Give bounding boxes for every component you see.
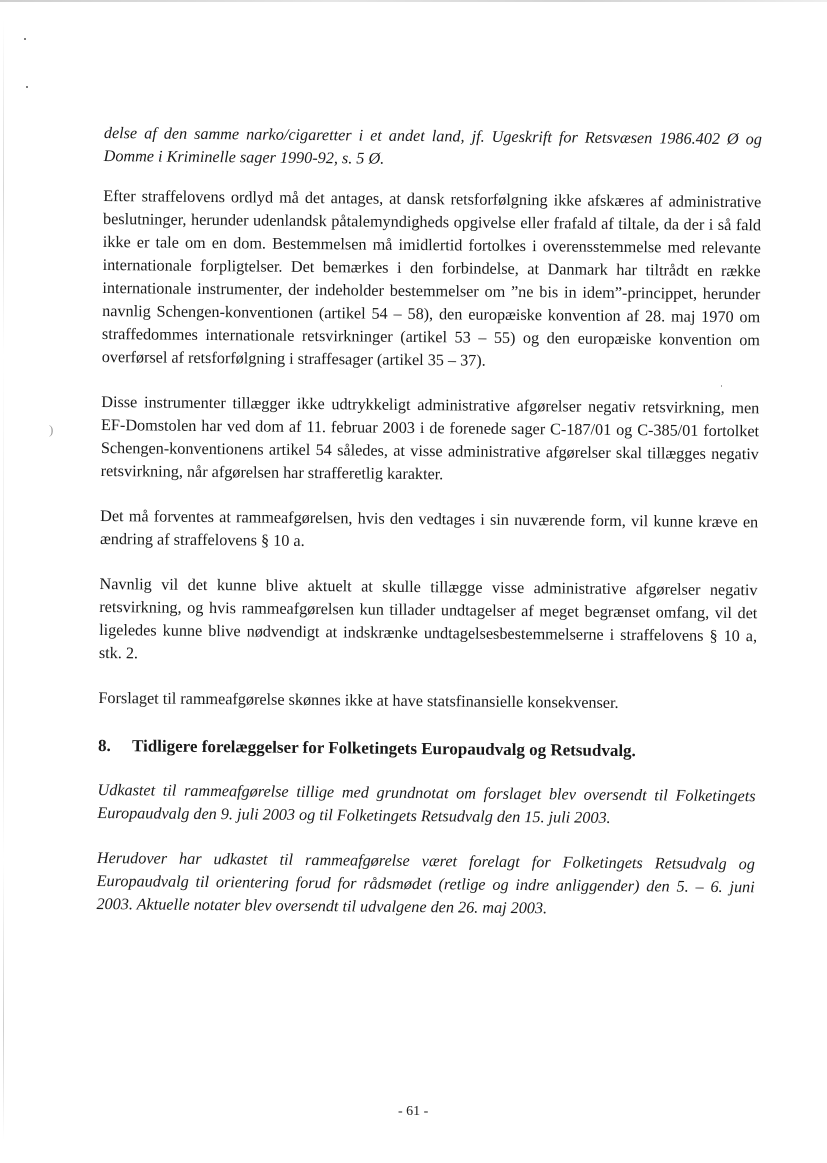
page-number: - 61 - [398,1104,429,1119]
paragraph-navnlig: Navnlig vil det kunne blive aktuelt at skulle tillægge visse administrative afgørelser negativ retsvirkning, og hvis rammeafgørelsen kun tillader undtagelser af meget begrænset omfang, vil det ligeledes kunne blive nødvendigt at indskrænke undtagelsesbestemmelserne i straffelovens § 10 a, stk. 2. [98,574,758,663]
document-body [96,122,762,922]
scan-speck [26,86,28,88]
paragraph-forelagt: Herudover har udkastet til rammeafgørelse været forelagt for Folketingets Retsudvalg og Europaudvalg til orientering forud for rådsmødet (retlige og indre anliggender) den 5. – 6. juni 2003. Aktuelle notater blev oversendt til udvalgene den 26. maj 2003. [96,848,755,918]
paragraph-forventning: Det må forventes at rammeafgørelsen, hvis den vedtages i sin nuværende form, vil kunne kræve en ændring af straffelovens § 10 a. [99,506,759,550]
section-title: Tidligere forelæggelser for Folketingets Europaudvalg og Retsudvalg. [131,736,636,761]
scan-speck [24,38,26,40]
margin-mark: ) [49,422,54,437]
section-number: 8. [97,735,111,756]
paragraph-instrumenter: Disse instrumenter tillægger ikke udtrykkeligt administrative afgørelser negativ retsvirkning, men EF-Domstolen har ved dom af 11. februar 2003 i de forenede sager C-187/01 og C-385/01 fortolket Schengen-konventionens artikel 54 således, at visse administrative afgørelser skal tillægges negativ retsvirkning, når afgørelsen har strafferetlig karakter. [100,392,760,484]
paragraph-continuation: delse af den samme narko/cigaretter i et andet land, jf. Ugeskrift for Retsvæsen 1986.402 Ø og Domme i Kriminelle sager 1990-92, s. 5 Ø. [103,123,762,168]
section-heading [98,734,756,763]
paragraph-oversendt: Udkastet til rammeafgørelse tillige med grundnotat om forslaget blev oversendt til Folketingets Europaudvalg den 9. juli 2003 og til Folketingets Retsudvalg den 15. juli 2003. [97,780,756,827]
scan-top-border [0,0,827,2]
paragraph-statsfinansielle: Forslaget til rammeafgørelse skønnes ikke at have statsfinansielle konsekvenser. [98,688,619,712]
scan-left-edge [3,20,4,1140]
paragraph-retsforfolgning: Efter straffelovens ordlyd må det antages, at dansk retsforfølgning ikke afskæres af administrative beslutninger, herunder udenlandsk påtalemyndigheds opgivelse eller frafald af tiltale, da der i så fald ikke er tale om en dom. Bestemmelsen må imidlertid fortolkes i overensstemmelse med relevante internationale forpligtelser. Det bemærkes i den forbindelse, at Danmark har tiltrådt en række internationale instrumenter, der indeholder bestemmelser om ”ne bis in idem”-princippet, herunder navnlig Schengen-konventionen (artikel 54 – 58), den europæiske konvention af 28. maj 1970 om straffedommes internationale retsvirkninger (artikel 53 – 55) og den europæiske konvention om overførsel af retsforfølgning i straffesager (artikel 35 – 37). [101,186,762,370]
